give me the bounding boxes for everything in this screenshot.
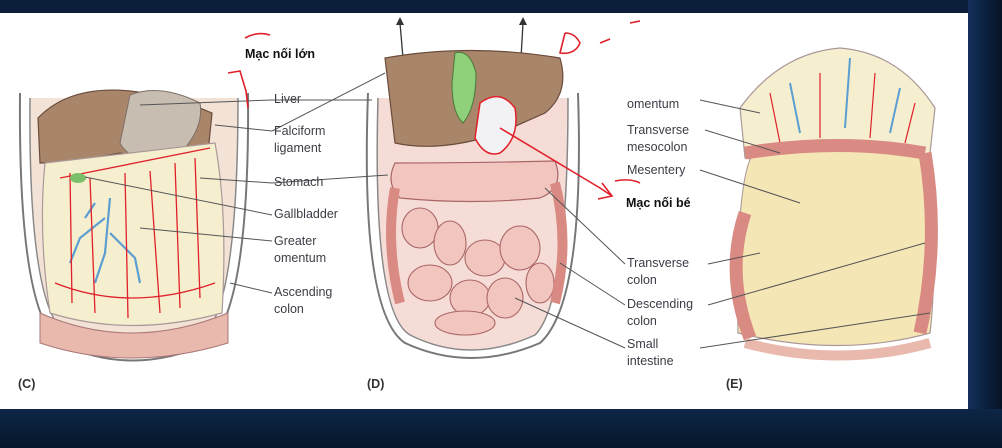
label-gallbladder: Gallbladder [274, 207, 338, 221]
transverse-colon-d [391, 161, 558, 202]
annotation-lesser-omentum: Mạc nối bé [626, 196, 691, 210]
panel-label-e: (E) [726, 377, 743, 391]
label-transverse-colon-2: colon [627, 273, 657, 287]
label-greater-omentum-2: omentum [274, 251, 327, 265]
label-stomach: Stomach [274, 175, 324, 189]
transverse-colon-e [745, 146, 925, 154]
panel-label-c: (C) [18, 377, 36, 391]
top-bar [0, 0, 1002, 13]
label-omentum-e: omentum [627, 97, 680, 111]
panel-d-drawing [367, 17, 579, 358]
label-transverse-mesocolon-1: Transverse [627, 123, 690, 137]
anatomy-figure [0, 13, 968, 409]
label-small-intestine-1: Small [627, 337, 659, 351]
bottom-bar [0, 409, 1002, 448]
label-mesentery: Mesentery [627, 163, 686, 177]
annotation-greater-omentum: Mạc nối lớn [245, 47, 316, 61]
label-liver: Liver [274, 92, 302, 106]
label-small-intestine-2: intestine [627, 354, 674, 368]
label-ascending-colon-1: Ascending [274, 285, 333, 299]
mesentery-e [738, 141, 934, 346]
panel-label-d: (D) [367, 377, 385, 391]
label-transverse-mesocolon-2: mesocolon [627, 140, 688, 154]
label-falciform-2: ligament [274, 141, 322, 155]
panel-c-drawing [20, 90, 248, 360]
label-transverse-colon-1: Transverse [627, 256, 690, 270]
anatomy-illustration [0, 13, 968, 409]
label-falciform-1: Falciform [274, 124, 326, 138]
label-ascending-colon-2: colon [274, 302, 304, 316]
label-greater-omentum-1: Greater [274, 234, 317, 248]
right-bar [968, 0, 1002, 448]
label-descending-colon-1: Descending [627, 297, 694, 311]
label-descending-colon-2: colon [627, 314, 657, 328]
gallbladder-c [70, 173, 86, 183]
panel-e-drawing [736, 48, 935, 356]
